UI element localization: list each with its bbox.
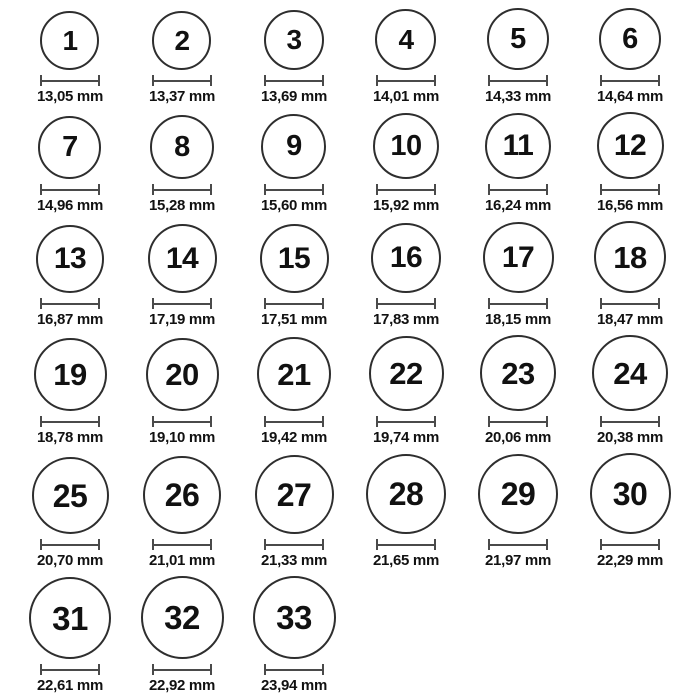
dimension-tick-right (98, 664, 100, 675)
dimension-line (42, 421, 98, 423)
ring-cell (373, 113, 439, 215)
diameter-label: 17,51 mm (261, 311, 327, 328)
diameter-dimension-line (600, 298, 660, 309)
ring-size-number: 10 (390, 129, 422, 162)
ring-circle (261, 114, 326, 179)
diameter-dimension-line (152, 298, 212, 309)
ring-size-number: 15 (277, 241, 311, 275)
ring-cell (485, 113, 551, 215)
diameter-dimension-line (40, 416, 100, 427)
ring-cell (29, 577, 111, 695)
diameter-dimension-line (40, 539, 100, 550)
dimension-tick-right (98, 539, 100, 550)
dimension-line (602, 80, 658, 82)
diameter-label: 23,94 mm (261, 677, 327, 694)
chart-row (14, 112, 686, 215)
dimension-tick-right (98, 416, 100, 427)
ring-cell (149, 11, 215, 106)
ring-cell (369, 336, 444, 447)
ring-size-number: 1 (62, 24, 78, 56)
ring-size-number: 8 (174, 130, 190, 163)
diameter-label: 22,61 mm (37, 677, 103, 694)
diameter-label: 14,33 mm (485, 88, 551, 105)
dimension-line (154, 80, 210, 82)
diameter-dimension-line (488, 298, 548, 309)
ring-circle (369, 336, 444, 411)
ring-circle (373, 113, 439, 179)
ring-circle (255, 455, 334, 534)
dimension-tick-right (658, 416, 660, 427)
dimension-tick-right (546, 298, 548, 309)
ring-cell (36, 225, 104, 329)
dimension-line (490, 303, 546, 305)
ring-cell (146, 338, 219, 447)
ring-circle (143, 456, 221, 534)
dimension-tick-right (658, 184, 660, 195)
diameter-label: 18,15 mm (485, 311, 551, 328)
ring-cell (32, 457, 109, 570)
ring-circle (485, 113, 551, 179)
diameter-dimension-line (376, 184, 436, 195)
ring-cell (37, 11, 103, 106)
ring-cell (260, 224, 329, 329)
diameter-dimension-line (600, 184, 660, 195)
ring-circle (257, 337, 331, 411)
dimension-tick-right (434, 298, 436, 309)
ring-cell (485, 8, 551, 106)
ring-size-number: 20 (165, 357, 199, 392)
diameter-label: 14,64 mm (597, 88, 663, 105)
ring-circle (478, 454, 558, 534)
dimension-tick-right (322, 539, 324, 550)
ring-circle (487, 8, 549, 70)
chart-row (14, 453, 686, 570)
diameter-dimension-line (40, 75, 100, 86)
diameter-dimension-line (152, 416, 212, 427)
diameter-label: 20,38 mm (597, 429, 663, 446)
ring-circle (483, 222, 554, 293)
dimension-line (490, 189, 546, 191)
ring-cell (149, 115, 215, 215)
ring-cell (594, 221, 666, 329)
dimension-tick-right (98, 75, 100, 86)
ring-size-number: 26 (164, 477, 200, 513)
dimension-tick-right (210, 664, 212, 675)
ring-size-number: 25 (52, 477, 88, 514)
dimension-line (490, 544, 546, 546)
diameter-label: 22,92 mm (149, 677, 215, 694)
dimension-line (378, 189, 434, 191)
ring-circle (141, 576, 224, 659)
diameter-label: 19,74 mm (373, 429, 439, 446)
dimension-tick-right (546, 184, 548, 195)
diameter-dimension-line (264, 298, 324, 309)
ring-size-number: 22 (389, 356, 423, 391)
diameter-label: 19,10 mm (149, 429, 215, 446)
diameter-dimension-line (40, 298, 100, 309)
ring-cell (148, 224, 217, 329)
dimension-line (266, 544, 322, 546)
diameter-label: 17,83 mm (373, 311, 439, 328)
diameter-dimension-line (264, 664, 324, 675)
ring-cell (483, 222, 554, 329)
ring-circle (260, 224, 329, 293)
ring-size-number: 5 (510, 22, 526, 55)
ring-size-number: 28 (388, 476, 424, 512)
dimension-line (42, 669, 98, 671)
ring-circle (146, 338, 219, 411)
diameter-label: 13,05 mm (37, 88, 103, 105)
dimension-tick-right (210, 539, 212, 550)
ring-size-number: 29 (500, 476, 536, 512)
diameter-label: 15,60 mm (261, 197, 327, 214)
chart-row (14, 8, 686, 106)
dimension-line (42, 544, 98, 546)
ring-circle (375, 9, 436, 70)
diameter-dimension-line (376, 539, 436, 550)
dimension-line (42, 80, 98, 82)
ring-circle (150, 115, 214, 179)
ring-size-number: 18 (613, 239, 647, 275)
ring-circle (253, 576, 336, 659)
dimension-tick-right (210, 298, 212, 309)
ring-cell (253, 576, 336, 695)
diameter-label: 20,70 mm (37, 552, 103, 569)
ring-size-number: 24 (613, 355, 647, 391)
diameter-dimension-line (152, 75, 212, 86)
diameter-dimension-line (264, 184, 324, 195)
ring-circle (592, 335, 668, 411)
diameter-label: 21,33 mm (261, 552, 327, 569)
dimension-tick-right (210, 75, 212, 86)
chart-row (14, 335, 686, 447)
dimension-line (378, 544, 434, 546)
dimension-tick-right (658, 539, 660, 550)
ring-cell (261, 114, 327, 215)
diameter-dimension-line (152, 539, 212, 550)
dimension-tick-right (210, 416, 212, 427)
dimension-line (602, 189, 658, 191)
diameter-label: 14,96 mm (37, 197, 103, 214)
ring-size-number: 6 (622, 22, 638, 55)
dimension-line (602, 421, 658, 423)
dimension-tick-right (546, 75, 548, 86)
diameter-label: 21,97 mm (485, 552, 551, 569)
ring-circle (32, 457, 109, 534)
ring-cell (257, 337, 331, 447)
dimension-tick-right (322, 298, 324, 309)
diameter-label: 13,69 mm (261, 88, 327, 105)
ring-circle (264, 10, 324, 70)
ring-size-number: 23 (501, 355, 535, 391)
ring-circle (599, 8, 661, 70)
ring-cell (592, 335, 668, 447)
diameter-label: 21,65 mm (373, 552, 439, 569)
ring-cell (34, 338, 107, 447)
dimension-line (266, 189, 322, 191)
diameter-label: 16,87 mm (37, 311, 103, 328)
diameter-dimension-line (376, 416, 436, 427)
ring-size-number: 12 (613, 128, 647, 162)
diameter-label: 22,29 mm (597, 552, 663, 569)
ring-circle (152, 11, 211, 70)
dimension-line (42, 303, 98, 305)
dimension-line (154, 544, 210, 546)
diameter-dimension-line (264, 75, 324, 86)
diameter-dimension-line (600, 416, 660, 427)
dimension-line (490, 80, 546, 82)
ring-size-number: 30 (612, 475, 648, 512)
diameter-label: 15,28 mm (149, 197, 215, 214)
ring-cell (597, 112, 664, 215)
dimension-tick-right (322, 184, 324, 195)
dimension-line (378, 303, 434, 305)
ring-circle (371, 223, 441, 293)
diameter-label: 15,92 mm (373, 197, 439, 214)
ring-cell (597, 8, 663, 106)
ring-size-number: 17 (501, 240, 535, 274)
ring-size-number: 2 (174, 24, 190, 56)
dimension-tick-right (434, 539, 436, 550)
dimension-tick-right (98, 298, 100, 309)
dimension-tick-right (434, 75, 436, 86)
ring-cell (590, 453, 671, 570)
ring-circle (590, 453, 671, 534)
dimension-tick-right (98, 184, 100, 195)
ring-size-number: 4 (398, 23, 414, 55)
diameter-dimension-line (152, 184, 212, 195)
ring-size-number: 21 (277, 356, 311, 392)
diameter-label: 21,01 mm (149, 552, 215, 569)
dimension-line (154, 303, 210, 305)
diameter-dimension-line (488, 416, 548, 427)
ring-size-number: 32 (164, 599, 200, 636)
ring-size-number: 9 (286, 130, 302, 162)
dimension-line (602, 544, 658, 546)
dimension-line (154, 421, 210, 423)
ring-cell (143, 456, 221, 570)
ring-size-number: 27 (276, 476, 312, 513)
ring-circle (34, 338, 107, 411)
ring-size-number: 19 (53, 357, 87, 392)
ring-circle (366, 454, 446, 534)
dimension-tick-right (658, 75, 660, 86)
ring-size-number: 3 (286, 24, 302, 55)
ring-circle (594, 221, 666, 293)
ring-size-number: 11 (502, 129, 534, 162)
ring-cell (480, 335, 556, 447)
ring-circle (40, 11, 99, 70)
diameter-dimension-line (488, 539, 548, 550)
ring-cell (478, 454, 558, 570)
ring-cell (373, 9, 439, 106)
ring-size-number: 14 (165, 241, 199, 275)
ring-size-number: 7 (62, 131, 78, 163)
diameter-dimension-line (488, 184, 548, 195)
ring-size-number: 16 (389, 241, 423, 274)
ring-cell (366, 454, 446, 570)
ring-cell (37, 116, 103, 215)
chart-row (14, 576, 686, 695)
diameter-dimension-line (376, 298, 436, 309)
ring-circle (148, 224, 217, 293)
dimension-line (266, 421, 322, 423)
dimension-tick-right (434, 416, 436, 427)
dimension-tick-right (322, 416, 324, 427)
ring-circle (29, 577, 111, 659)
diameter-dimension-line (264, 416, 324, 427)
dimension-line (154, 669, 210, 671)
diameter-dimension-line (264, 539, 324, 550)
diameter-dimension-line (600, 75, 660, 86)
diameter-label: 20,06 mm (485, 429, 551, 446)
dimension-tick-right (546, 539, 548, 550)
ring-circle (480, 335, 556, 411)
dimension-line (266, 303, 322, 305)
diameter-label: 18,78 mm (37, 429, 103, 446)
diameter-label: 18,47 mm (597, 311, 663, 328)
dimension-line (378, 80, 434, 82)
ring-circle (36, 225, 104, 293)
ring-cell (261, 10, 327, 106)
diameter-label: 16,24 mm (485, 197, 551, 214)
diameter-dimension-line (40, 184, 100, 195)
ring-cell (371, 223, 441, 329)
ring-size-number: 31 (52, 599, 88, 637)
dimension-tick-right (658, 298, 660, 309)
dimension-line (378, 421, 434, 423)
ring-size-number: 33 (276, 599, 312, 636)
dimension-tick-right (322, 75, 324, 86)
dimension-line (154, 189, 210, 191)
dimension-tick-right (322, 664, 324, 675)
dimension-line (42, 189, 98, 191)
dimension-tick-right (434, 184, 436, 195)
ring-cell (255, 455, 334, 570)
diameter-dimension-line (376, 75, 436, 86)
dimension-line (266, 669, 322, 671)
diameter-label: 16,56 mm (597, 197, 663, 214)
ring-circle (38, 116, 101, 179)
ring-circle (597, 112, 664, 179)
diameter-label: 13,37 mm (149, 88, 215, 105)
dimension-tick-right (546, 416, 548, 427)
diameter-label: 19,42 mm (261, 429, 327, 446)
dimension-line (266, 80, 322, 82)
diameter-dimension-line (488, 75, 548, 86)
dimension-line (490, 421, 546, 423)
diameter-label: 17,19 mm (149, 311, 215, 328)
diameter-dimension-line (40, 664, 100, 675)
dimension-line (602, 303, 658, 305)
diameter-dimension-line (152, 664, 212, 675)
chart-row (14, 221, 686, 329)
ring-size-number: 13 (53, 242, 87, 275)
diameter-dimension-line (600, 539, 660, 550)
diameter-label: 14,01 mm (373, 88, 439, 105)
dimension-tick-right (210, 184, 212, 195)
ring-cell (141, 576, 224, 695)
